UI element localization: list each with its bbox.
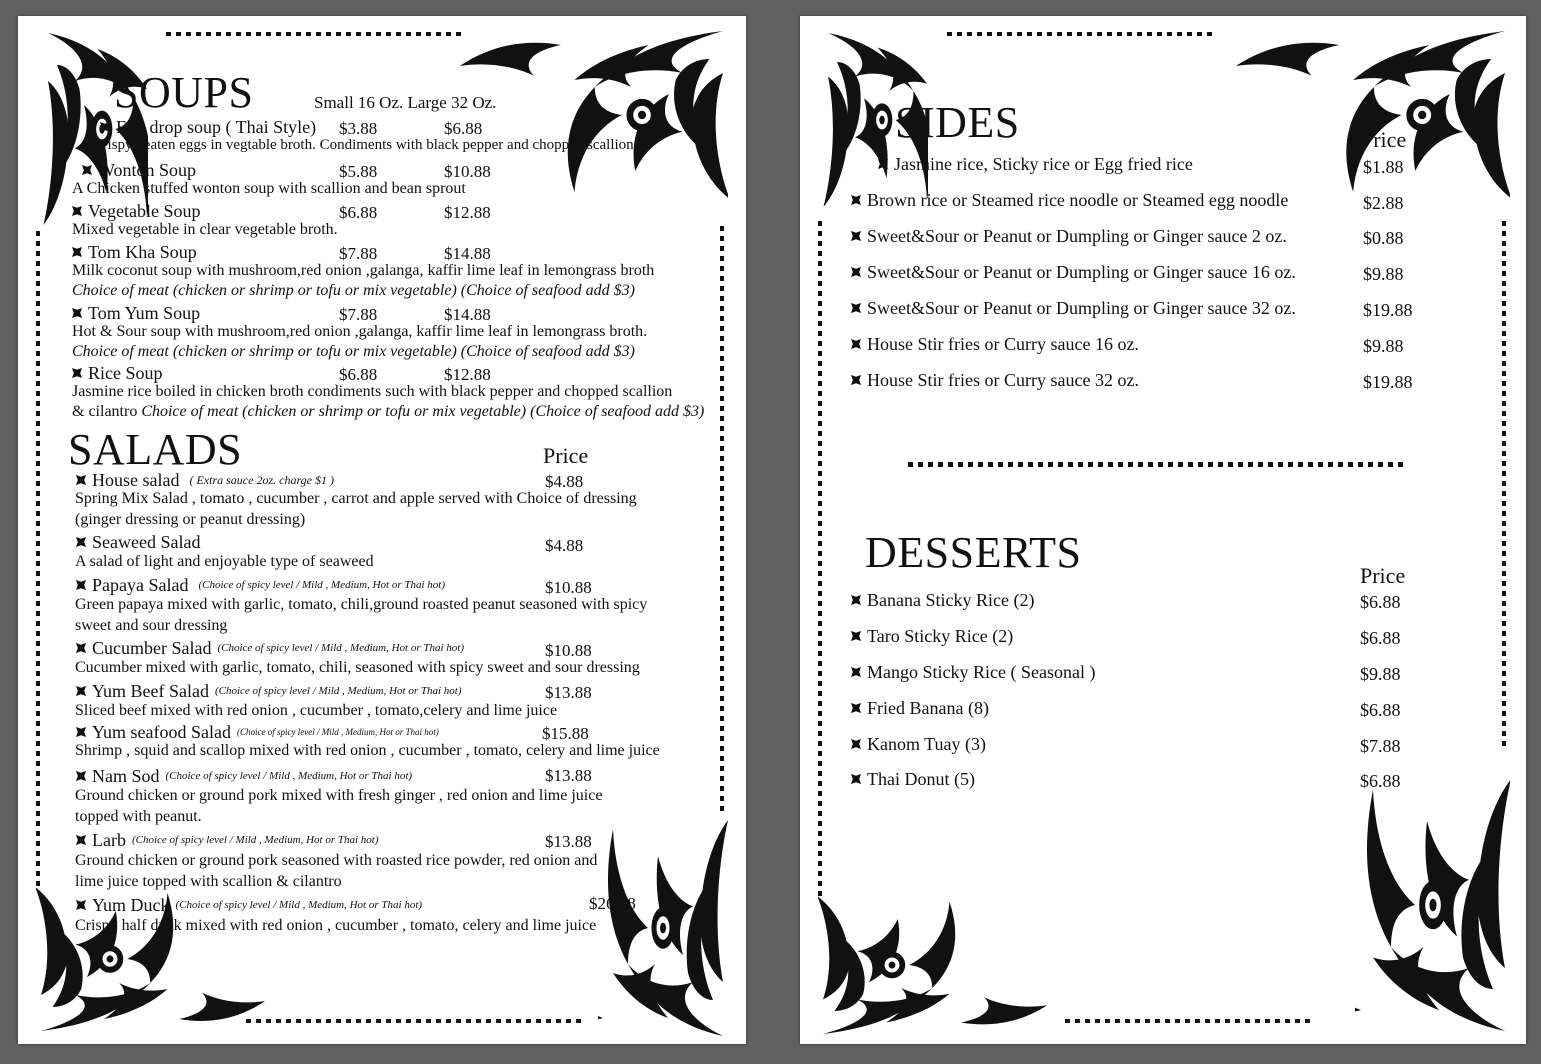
- dessert-name: Thai Donut (5): [867, 769, 975, 789]
- bullet-icon: [851, 267, 861, 277]
- salad-desc: Green papaya mixed with garlic, tomato, chili,ground roasted peanut seasoned with spicy: [75, 596, 648, 613]
- bullet-icon: [76, 771, 86, 781]
- salad-desc: Crispy half duck mixed with red onion , cucumber , tomato, celery and lime juice: [75, 917, 597, 934]
- soup-price-large: $14.88: [444, 305, 491, 324]
- bullet-icon: [851, 667, 861, 677]
- salad-desc-2: lime juice topped with scallion & cilantro: [75, 873, 342, 890]
- soup-price-large: $10.88: [444, 162, 491, 181]
- border-left: [818, 221, 822, 901]
- side-item: [878, 155, 1193, 173]
- salad-price: $10.88: [545, 641, 592, 660]
- salad-desc-2: sweet and sour dressing: [75, 617, 228, 634]
- side-item: [851, 263, 1296, 281]
- soup-price-small: $3.88: [339, 119, 378, 138]
- side-name: House Stir fries or Curry sauce 16 oz.: [867, 334, 1139, 354]
- salad-price: $13.88: [545, 832, 592, 851]
- salad-price: $26.88: [589, 894, 636, 913]
- soup-choice: Choice of meat (chicken or shrimp or tofu or mix vegetable) (Choice of seafood add $3): [141, 403, 705, 420]
- bullet-icon: [76, 835, 86, 845]
- soup-item: [72, 243, 197, 261]
- side-name: Sweet&Sour or Peanut or Dumpling or Ginger sauce 32 oz.: [867, 298, 1296, 318]
- salad-item: [76, 639, 464, 657]
- bullet-icon: [100, 122, 110, 132]
- salad-name: Papaya Salad: [92, 575, 189, 595]
- menu-page-left: [18, 16, 746, 1044]
- salad-price: $13.88: [545, 683, 592, 702]
- soup-item: [72, 304, 200, 322]
- dessert-name: Fried Banana (8): [867, 698, 989, 718]
- bullet-icon: [851, 774, 861, 784]
- bullet-icon: [76, 580, 86, 590]
- soup-name: Rice Soup: [88, 363, 163, 383]
- side-price: $9.88: [1363, 264, 1404, 284]
- bullet-icon: [72, 206, 82, 216]
- salad-price: $15.88: [542, 724, 589, 743]
- desserts-price-header: Price: [1360, 563, 1406, 588]
- salad-name: Nam Sod: [92, 766, 160, 786]
- salad-name: Cucumber Salad: [92, 638, 212, 658]
- salad-note: (Choice of spicy level / Mild , Medium, Hot or Thai hot): [131, 833, 379, 846]
- dessert-name: Taro Sticky Rice (2): [867, 626, 1014, 646]
- dessert-price: $9.88: [1360, 664, 1401, 684]
- bullet-icon: [82, 165, 92, 175]
- bullet-icon: [76, 686, 86, 696]
- salad-item: [76, 723, 439, 741]
- soups-title: SOUPS: [114, 68, 254, 117]
- salad-item: [76, 471, 334, 489]
- bullet-icon: [851, 631, 861, 641]
- dessert-name: Mango Sticky Rice ( Seasonal ): [867, 662, 1096, 682]
- salad-note: (Choice of spicy level / Mild , Medium, Hot or Thai hot): [165, 769, 413, 782]
- dessert-price: $6.88: [1360, 700, 1401, 720]
- side-item: [851, 335, 1139, 353]
- bullet-icon: [72, 368, 82, 378]
- bullet-icon: [76, 900, 86, 910]
- salad-item: [76, 831, 379, 849]
- side-name: Brown rice or Steamed rice noodle or Steamed egg noodle: [867, 190, 1289, 210]
- bullet-icon: [76, 727, 86, 737]
- bullet-icon: [851, 375, 861, 385]
- dessert-item: [851, 663, 1095, 681]
- side-name: Jasmine rice, Sticky rice or Egg fried rice: [894, 154, 1193, 174]
- soup-price-large: $12.88: [444, 203, 491, 222]
- soup-desc: Wispy beaten eggs in vegtable broth. Condiments with black pepper and chopped scallions: [94, 137, 640, 153]
- border-bottom: [1065, 1019, 1315, 1023]
- border-top: [166, 32, 466, 36]
- soup-price-small: $7.88: [339, 305, 378, 324]
- soup-item: [72, 364, 163, 382]
- soups-sizes: Small 16 Oz. Large 32 Oz.: [314, 93, 497, 112]
- side-name: Sweet&Sour or Peanut or Dumpling or Ginger sauce 2 oz.: [867, 226, 1287, 246]
- soup-choice: Choice of meat (chicken or shrimp or tofu or mix vegetable) (Choice of seafood add $3): [72, 343, 635, 360]
- soup-price-large: $12.88: [444, 365, 491, 384]
- bullet-icon: [851, 231, 861, 241]
- soup-item: [72, 202, 200, 220]
- soup-desc: Mixed vegetable in clear vegetable broth.: [72, 221, 338, 238]
- side-price: $9.88: [1363, 336, 1404, 356]
- ornament-bottom-left-icon: [818, 894, 1048, 1039]
- bullet-icon: [851, 595, 861, 605]
- section-divider: [908, 462, 1403, 467]
- salad-desc: Shrimp , squid and scallop mixed with red onion , cucumber , tomato, celery and lime juice: [75, 742, 660, 759]
- salad-desc: Spring Mix Salad , tomato , cucumber , carrot and apple served with Choice of dressing: [75, 490, 637, 507]
- dessert-item: [851, 735, 986, 753]
- dessert-item: [851, 699, 989, 717]
- salad-note: (Choice of spicy level / Mild , Medium, Hot or Thai hot): [217, 641, 465, 654]
- side-name: Sweet&Sour or Peanut or Dumpling or Ginger sauce 16 oz.: [867, 262, 1296, 282]
- side-price: $19.88: [1363, 372, 1413, 392]
- dessert-item: [851, 770, 975, 788]
- desserts-title: DESSERTS: [865, 528, 1082, 577]
- soup-item: [82, 161, 196, 179]
- soup-desc-2: [72, 404, 704, 420]
- soup-price-small: $6.88: [339, 203, 378, 222]
- bullet-icon: [72, 247, 82, 257]
- side-item: [851, 191, 1288, 209]
- salad-price: $10.88: [545, 578, 592, 597]
- salad-price: $4.88: [545, 472, 584, 491]
- ornament-bottom-right-icon: [1355, 766, 1510, 1036]
- salad-price: $13.88: [545, 766, 592, 785]
- border-top: [947, 32, 1217, 36]
- salad-desc: A salad of light and enjoyable type of seaweed: [75, 553, 374, 570]
- salad-name: Larb: [92, 830, 126, 850]
- salad-desc: Ground chicken or ground pork mixed with fresh ginger , red onion and lime juice: [75, 787, 603, 804]
- salad-name: Yum seafood Salad: [92, 722, 231, 742]
- soup-price-small: $5.88: [339, 162, 378, 181]
- soup-desc-plain: & cilantro: [72, 403, 142, 420]
- side-price: $2.88: [1363, 193, 1404, 213]
- border-bottom: [246, 1019, 586, 1023]
- bullet-icon: [76, 537, 86, 547]
- soup-desc: A Chicken stuffed wonton soup with scallion and bean sprout: [72, 180, 466, 197]
- soup-name: Wonton Soup: [98, 160, 197, 180]
- salad-item: [76, 576, 445, 594]
- bullet-icon: [851, 195, 861, 205]
- dessert-item: [851, 591, 1034, 609]
- salad-desc-2: (ginger dressing or peanut dressing): [75, 511, 306, 528]
- side-price: $1.88: [1363, 157, 1404, 177]
- salad-name: House salad: [92, 470, 180, 490]
- dessert-name: Kanom Tuay (3): [867, 734, 987, 754]
- dessert-price: $6.88: [1360, 771, 1401, 791]
- ornament-top-right-icon: [453, 26, 728, 216]
- dessert-name: Banana Sticky Rice (2): [867, 590, 1035, 610]
- soup-desc: Milk coconut soup with mushroom,red onion ,galanga, kaffir lime leaf in lemongrass broth: [72, 262, 655, 279]
- bullet-icon: [72, 308, 82, 318]
- side-price: $0.88: [1363, 228, 1404, 248]
- soup-price-large: $6.88: [444, 119, 483, 138]
- salads-price-header: Price: [543, 443, 589, 468]
- bullet-icon: [878, 159, 888, 169]
- menu-page-right: [800, 16, 1526, 1044]
- soup-name: Egg drop soup ( Thai Style): [116, 117, 317, 137]
- side-item: [851, 371, 1139, 389]
- soup-price-small: $6.88: [339, 365, 378, 384]
- salad-desc: Ground chicken or ground pork seasoned with roasted rice powder, red onion and: [75, 852, 598, 869]
- side-item: [851, 299, 1296, 317]
- salad-item: [76, 533, 200, 551]
- bullet-icon: [851, 303, 861, 313]
- salad-name: Yum Duck: [92, 895, 170, 915]
- soup-desc: Jasmine rice boiled in chicken broth condiments such with black pepper and chopped scallion: [72, 383, 673, 400]
- salad-name: Yum Beef Salad: [92, 681, 209, 701]
- soup-price-small: $7.88: [339, 244, 378, 263]
- bullet-icon: [851, 739, 861, 749]
- salads-title: SALADS: [68, 425, 243, 474]
- soup-name: Vegetable Soup: [88, 201, 201, 221]
- soup-item: [100, 118, 316, 136]
- soup-name: Tom Kha Soup: [88, 242, 197, 262]
- soup-desc: Hot & Sour soup with mushroom,red onion ,galanga, kaffir lime leaf in lemongrass broth.: [72, 323, 648, 340]
- salad-note: ( Extra sauce 2oz. charge $1 ): [189, 473, 335, 487]
- border-left: [36, 231, 40, 886]
- salad-desc: Sliced beef mixed with red onion , cucumber , tomato,celery and lime juice: [75, 702, 558, 719]
- salad-desc: Cucumber mixed with garlic, tomato, chili, seasoned with spicy sweet and sour dressing: [75, 659, 640, 676]
- ornament-bottom-right-icon: [598, 806, 728, 1041]
- salad-price: $4.88: [545, 536, 584, 555]
- bullet-icon: [76, 643, 86, 653]
- dessert-price: $6.88: [1360, 592, 1401, 612]
- bullet-icon: [851, 339, 861, 349]
- soup-choice: Choice of meat (chicken or shrimp or tofu or mix vegetable) (Choice of seafood add $3): [72, 282, 635, 299]
- dessert-price: $6.88: [1360, 628, 1401, 648]
- sides-title: SIDES: [895, 98, 1020, 147]
- salad-note: (Choice of spicy level / Mild , Medium, Hot or Thai hot): [198, 578, 446, 591]
- salad-item: [76, 896, 422, 914]
- salad-note: (Choice of spicy level / Mild , Medium, Hot or Thai hot): [236, 726, 439, 737]
- border-right: [1502, 221, 1506, 751]
- bullet-icon: [851, 703, 861, 713]
- salad-note: (Choice of spicy level / Mild , Medium, Hot or Thai hot): [175, 898, 423, 911]
- soup-name: Tom Yum Soup: [88, 303, 201, 323]
- salad-item: [76, 682, 462, 700]
- salad-item: [76, 767, 412, 785]
- border-right: [720, 226, 724, 816]
- side-name: House Stir fries or Curry sauce 32 oz.: [867, 370, 1139, 390]
- dessert-price: $7.88: [1360, 736, 1401, 756]
- dessert-item: [851, 627, 1013, 645]
- salad-note: (Choice of spicy level / Mild , Medium, Hot or Thai hot): [214, 684, 462, 697]
- side-price: $19.88: [1363, 300, 1413, 320]
- ornament-top-right-icon: [1230, 26, 1510, 211]
- soup-price-large: $14.88: [444, 244, 491, 263]
- side-item: [851, 227, 1287, 245]
- salad-name: Seaweed Salad: [92, 532, 201, 552]
- sides-price-header: Price: [1361, 127, 1407, 152]
- bullet-icon: [76, 475, 86, 485]
- salad-desc-2: topped with peanut.: [75, 808, 202, 825]
